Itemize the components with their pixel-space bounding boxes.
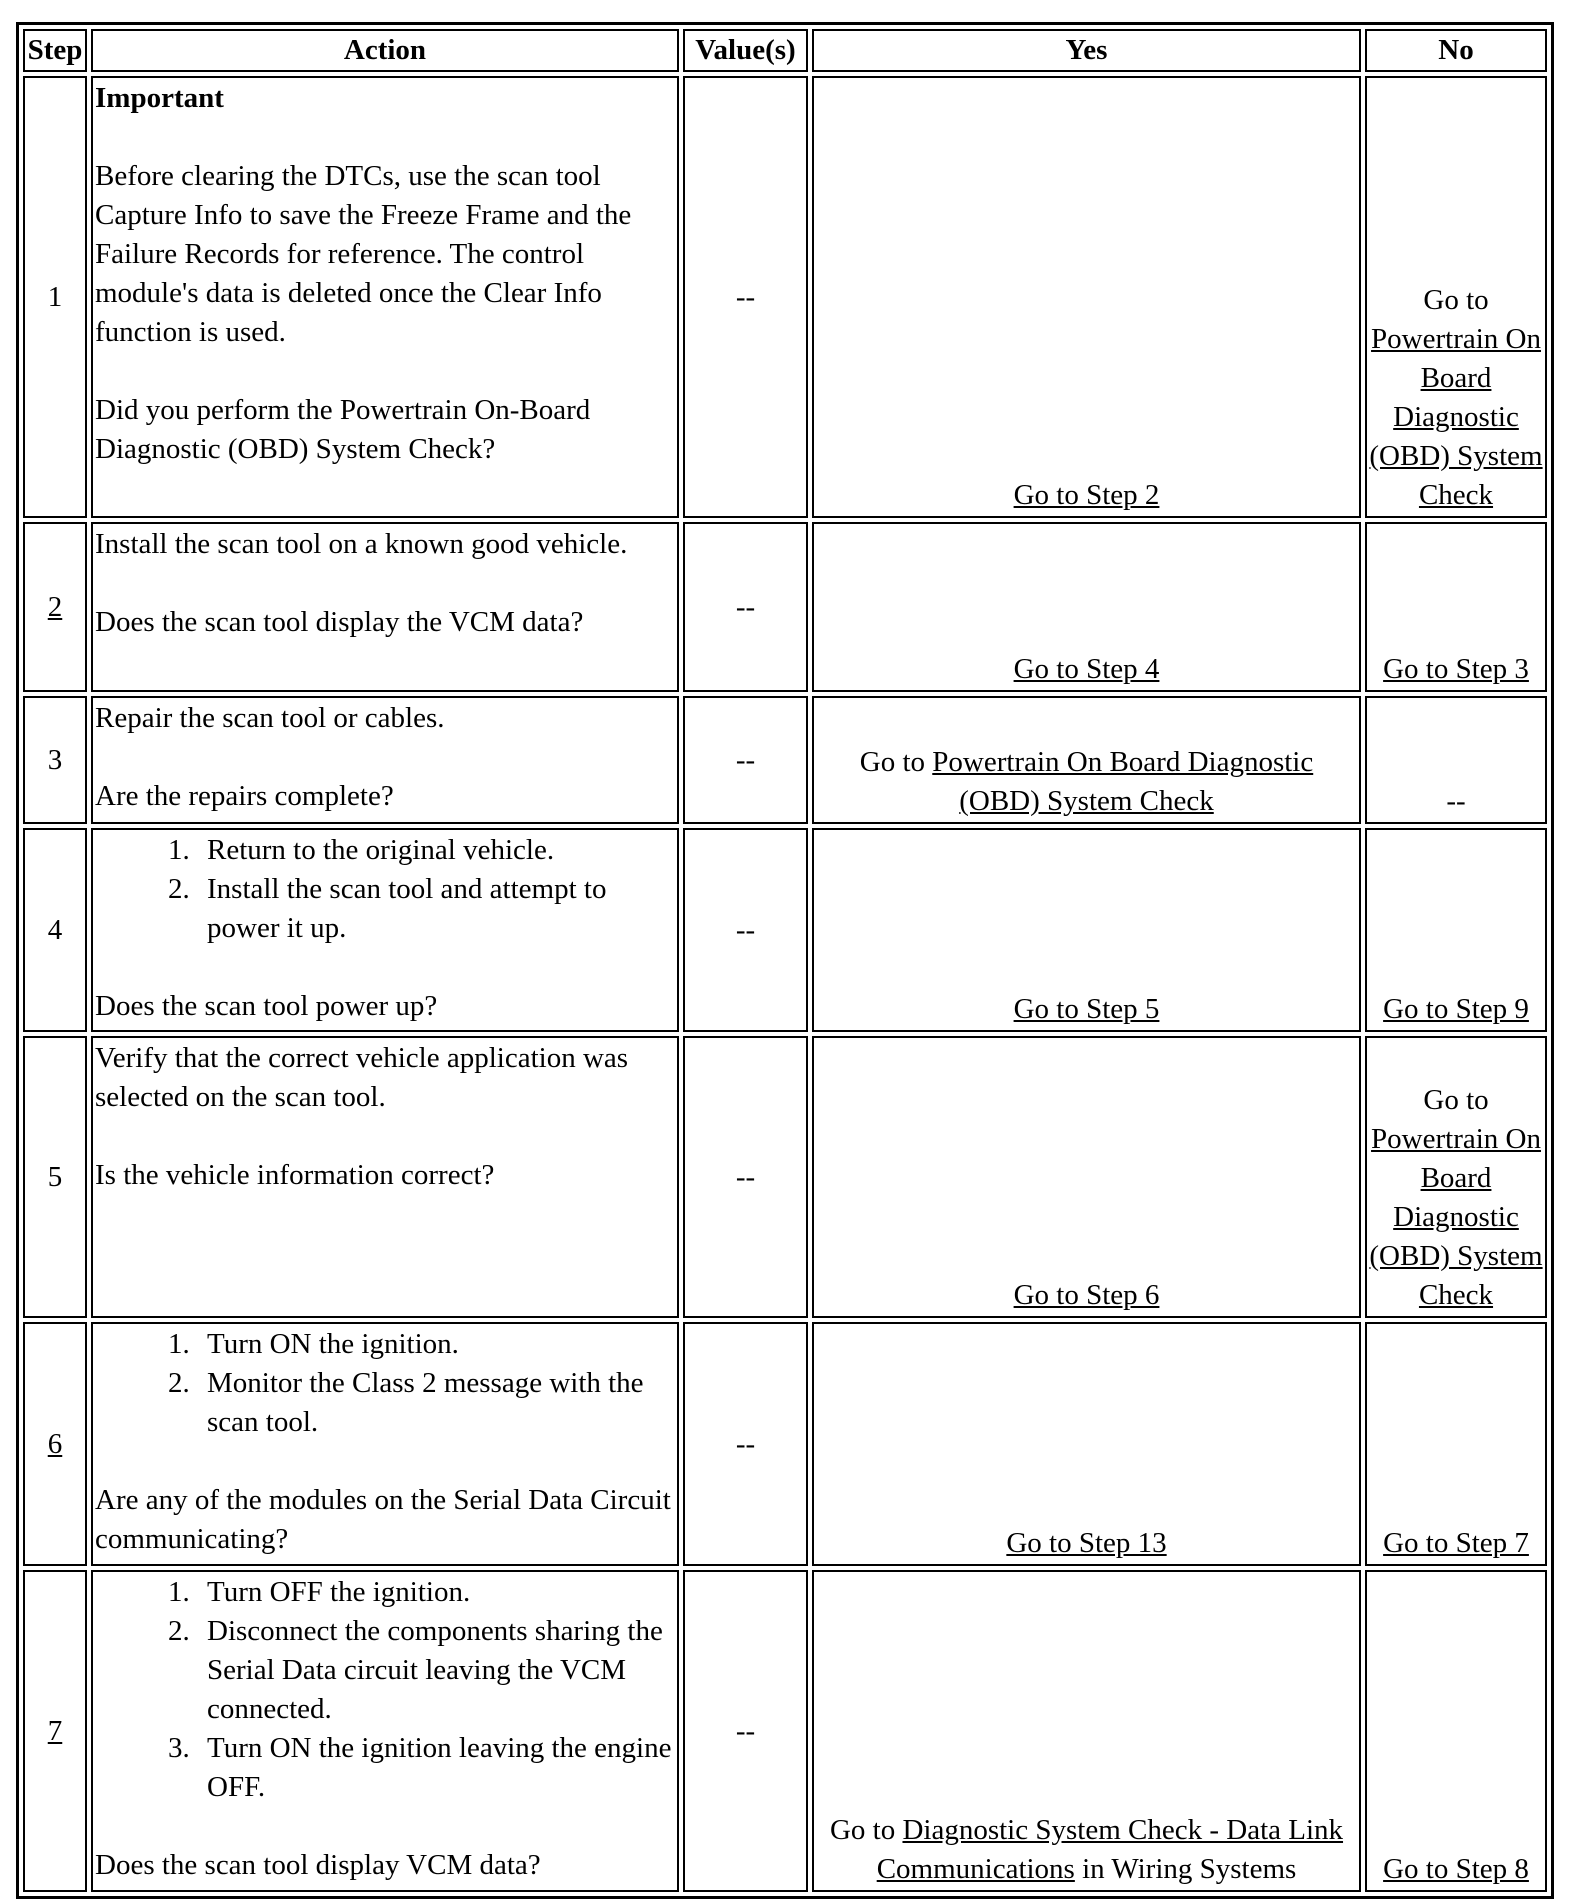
- yes-cell: [812, 828, 1361, 1032]
- action-question: Are the repairs complete?: [95, 780, 394, 812]
- go-to-prefix: Go to: [829, 1814, 896, 1846]
- value-cell: --: [683, 522, 808, 692]
- step-number: 3: [23, 696, 87, 824]
- go-to-prefix: Go to: [859, 746, 926, 778]
- step-number[interactable]: 7: [47, 1714, 63, 1747]
- go-to-step-6-link[interactable]: Go to Step 6: [1013, 1279, 1160, 1311]
- action-question: Does the scan tool power up?: [95, 990, 438, 1022]
- list-item: 2. Install the scan tool and attempt to power it up.: [197, 870, 675, 948]
- value-cell: --: [683, 1570, 808, 1892]
- action-question: Does the scan tool display VCM data?: [95, 1849, 541, 1881]
- action-list: [95, 1325, 675, 1442]
- step-number-link[interactable]: [23, 1322, 87, 1566]
- list-item: 2. Disconnect the components sharing the Serial Data circuit leaving the VCM connected.: [197, 1612, 675, 1729]
- diagnostic-table: [16, 22, 1554, 1899]
- step-number[interactable]: 2: [47, 590, 63, 623]
- list-item: 3. Turn ON the ignition leaving the engine OFF.: [197, 1729, 675, 1807]
- no-cell: [1365, 1036, 1547, 1318]
- action-cell: [91, 1570, 679, 1892]
- header-step: Step: [23, 29, 87, 72]
- yes-suffix: in Wiring Systems: [1082, 1853, 1297, 1885]
- go-to-step-7-link[interactable]: Go to Step 7: [1383, 1527, 1529, 1559]
- value-cell: --: [683, 1322, 808, 1566]
- no-cell: [1365, 76, 1547, 518]
- action-list: [95, 831, 675, 948]
- action-cell: [91, 696, 679, 824]
- table-row: [23, 696, 1547, 824]
- go-to-prefix: Go to: [1423, 1084, 1489, 1116]
- yes-cell: [812, 522, 1361, 692]
- go-to-prefix: Go to: [1423, 284, 1489, 316]
- data-link-communications-link[interactable]: Diagnostic System Check - Data Link Communications: [876, 1814, 1344, 1885]
- action-list: [95, 1573, 675, 1807]
- step-number: 1: [23, 76, 87, 518]
- yes-cell: [812, 696, 1361, 824]
- list-item: 2. Monitor the Class 2 message with the scan tool.: [197, 1364, 675, 1442]
- powertrain-obd-check-link[interactable]: Powertrain On Board Diagnostic (OBD) System Check: [1369, 323, 1543, 511]
- diagnostic-table-container: [16, 22, 1554, 1899]
- action-instruction: Repair the scan tool or cables.: [95, 702, 445, 734]
- step-number[interactable]: 6: [47, 1427, 63, 1460]
- no-cell: [1365, 828, 1547, 1032]
- header-values: Value(s): [683, 29, 808, 72]
- value-cell: --: [683, 828, 808, 1032]
- no-cell: [1365, 1570, 1547, 1892]
- action-question: Are any of the modules on the Serial Data Circuit communicating?: [95, 1484, 671, 1555]
- list-item: 1. Turn OFF the ignition.: [197, 1573, 675, 1612]
- powertrain-obd-check-link[interactable]: Powertrain On Board Diagnostic (OBD) System Check: [1369, 1123, 1543, 1311]
- action-cell: [91, 1036, 679, 1318]
- no-cell: [1365, 1322, 1547, 1566]
- step-number: 5: [23, 1036, 87, 1318]
- no-cell: [1365, 522, 1547, 692]
- go-to-step-13-link[interactable]: Go to Step 13: [1006, 1527, 1167, 1559]
- value-cell: --: [683, 1036, 808, 1318]
- list-item: 1. Turn ON the ignition.: [197, 1325, 675, 1364]
- header-row: [23, 29, 1547, 72]
- action-question: Is the vehicle information correct?: [95, 1159, 495, 1191]
- important-label: Important: [95, 82, 224, 114]
- yes-cell: [812, 1570, 1361, 1892]
- value-cell: --: [683, 696, 808, 824]
- table-row: [23, 1570, 1547, 1892]
- table-row: [23, 1322, 1547, 1566]
- step-number-link[interactable]: [23, 1570, 87, 1892]
- table-row: [23, 522, 1547, 692]
- action-question: Does the scan tool display the VCM data?: [95, 606, 584, 638]
- header-no: No: [1365, 29, 1547, 72]
- yes-cell: [812, 76, 1361, 518]
- table-row: [23, 76, 1547, 518]
- action-instruction: Install the scan tool on a known good vehicle.: [95, 528, 628, 560]
- step-number-link[interactable]: [23, 522, 87, 692]
- go-to-step-9-link[interactable]: Go to Step 9: [1383, 993, 1529, 1025]
- action-cell: [91, 522, 679, 692]
- value-cell: --: [683, 76, 808, 518]
- action-cell: [91, 828, 679, 1032]
- header-action: Action: [91, 29, 679, 72]
- powertrain-obd-check-link[interactable]: Powertrain On Board Diagnostic (OBD) System Check: [932, 746, 1314, 817]
- table-row: [23, 1036, 1547, 1318]
- go-to-step-5-link[interactable]: Go to Step 5: [1013, 993, 1160, 1025]
- go-to-step-8-link[interactable]: Go to Step 8: [1383, 1853, 1529, 1885]
- no-cell: --: [1365, 696, 1547, 824]
- action-instruction: Verify that the correct vehicle application was selected on the scan tool.: [95, 1042, 629, 1113]
- step-number: 4: [23, 828, 87, 1032]
- go-to-step-2-link[interactable]: Go to Step 2: [1013, 479, 1160, 511]
- yes-cell: [812, 1036, 1361, 1318]
- list-item: 1. Return to the original vehicle.: [197, 831, 675, 870]
- table-row: [23, 828, 1547, 1032]
- go-to-step-3-link[interactable]: Go to Step 3: [1383, 653, 1529, 685]
- important-note: Before clearing the DTCs, use the scan tool Capture Info to save the Freeze Frame and the Failure Records for reference. The control module's data is deleted once the Clear Info function is used.: [95, 160, 632, 348]
- go-to-step-4-link[interactable]: Go to Step 4: [1013, 653, 1160, 685]
- action-question: Did you perform the Powertrain On-Board Diagnostic (OBD) System Check?: [95, 394, 591, 465]
- yes-cell: [812, 1322, 1361, 1566]
- action-cell: [91, 1322, 679, 1566]
- action-cell: [91, 76, 679, 518]
- header-yes: Yes: [812, 29, 1361, 72]
